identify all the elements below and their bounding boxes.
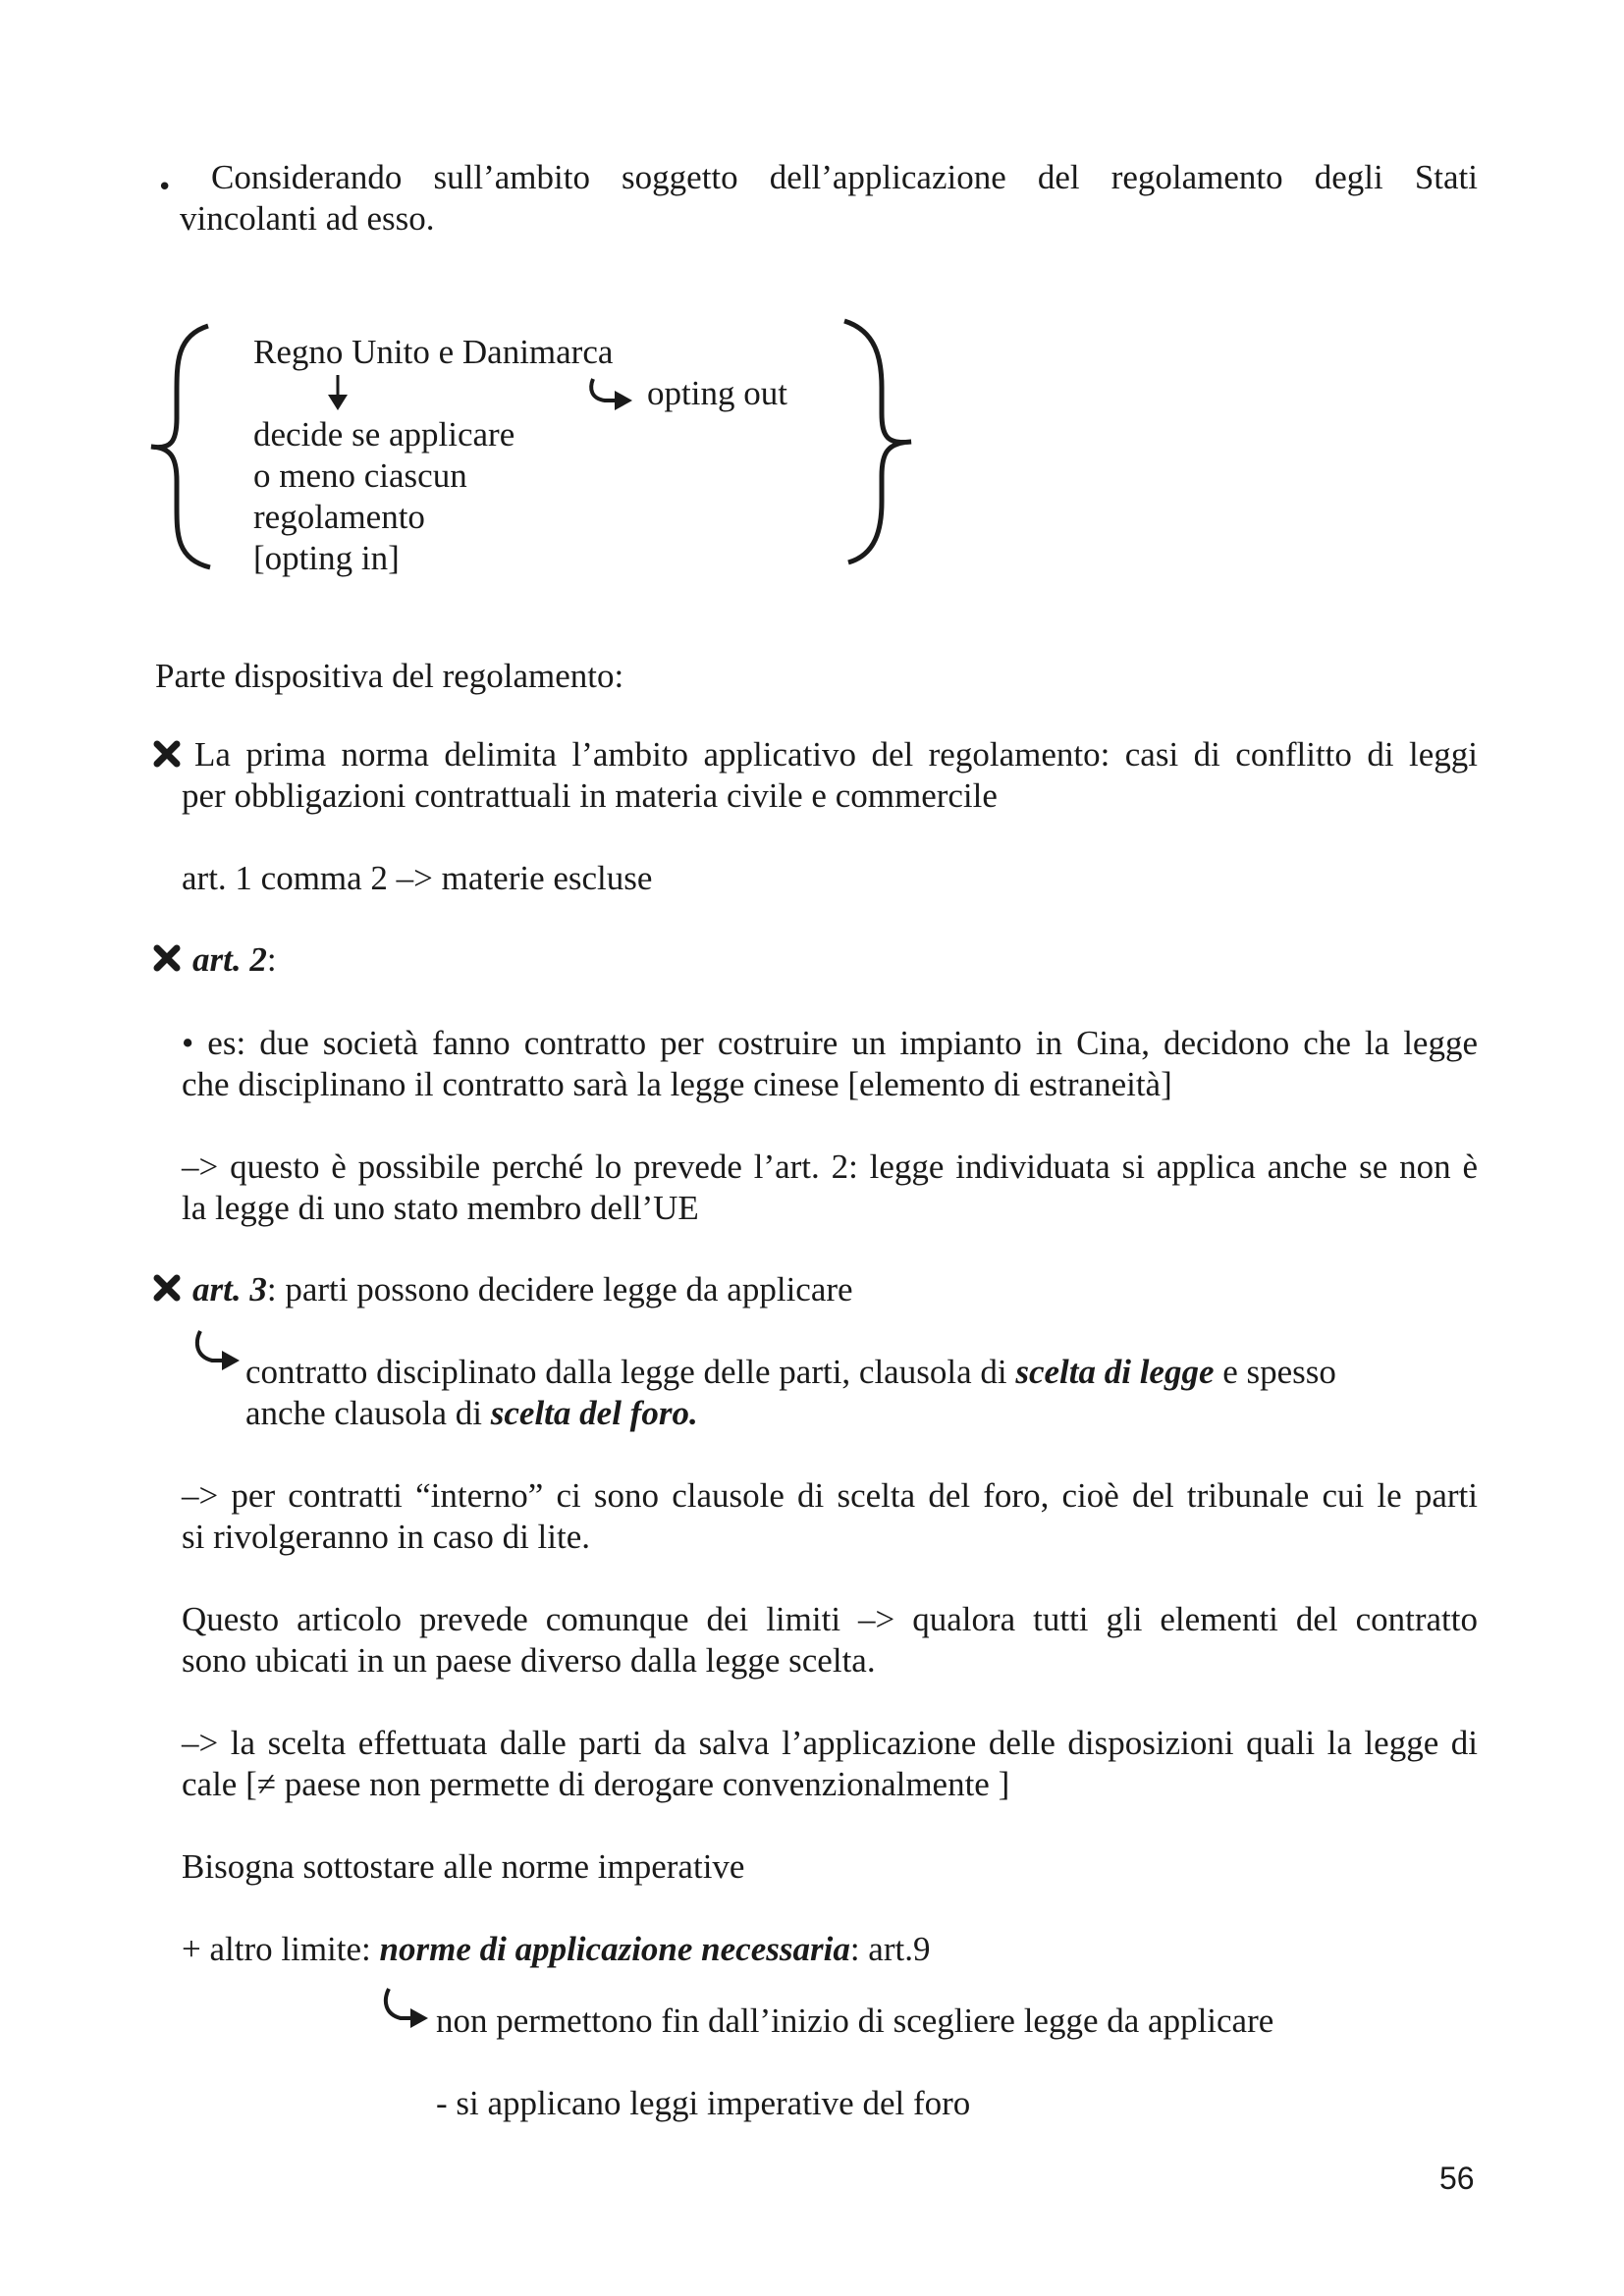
brace-line-decide: decide se applicare	[253, 415, 515, 454]
item2-head: art. 2	[192, 940, 267, 979]
item3-limit-pre: + altro limite:	[182, 1930, 380, 1968]
cross-bullet-icon	[153, 944, 181, 972]
curved-arrow-icon	[587, 375, 638, 414]
item3-p2-line-1: Questo articolo prevede comunque dei limiti –> qualora tutti gli elementi del contratto	[182, 1600, 1478, 1638]
item1-sub: art. 1 comma 2 –> materie escluse	[182, 859, 653, 897]
item2-note-line-1: –> questo è possibile perché lo prevede l’art. 2: legge individuata si applica anche se non è	[182, 1148, 1478, 1186]
curved-arrow-icon	[381, 1985, 432, 2034]
item3-arrow-pre: contratto disciplinato dalla legge delle parti, clausola di	[245, 1353, 1016, 1391]
item3-heading	[192, 1269, 853, 1310]
item2-example-line-2: che disciplinano il contratto sarà la legge cinese [elemento di estraneità]	[182, 1065, 1172, 1103]
item3-arrow-line-1	[245, 1352, 1336, 1393]
scelta-del-foro: scelta del foro.	[490, 1394, 698, 1432]
scelta-di-legge: scelta di legge	[1015, 1353, 1215, 1391]
item3-p2-line-2: sono ubicati in un paese diverso dalla legge scelta.	[182, 1641, 876, 1680]
item3-p3-line-2: cale [≠ paese non permette di derogare convenzionalmente ]	[182, 1765, 1010, 1803]
left-curly-brace-icon	[147, 324, 226, 569]
intro-line-2: vincolanti ad esso.	[180, 199, 435, 238]
item1-line-1: La prima norma delimita l’ambito applicativo del regolamento: casi di conflitto di leggi	[194, 735, 1478, 774]
opting-out-label: opting out	[647, 374, 787, 412]
item3-p3-line-1: –> la scelta effettuata dalle parti da salva l’applicazione delle disposizioni quali la legge di	[182, 1724, 1478, 1762]
brace-line-regolamento: regolamento	[253, 498, 425, 536]
brace-line-regno-unito: Regno Unito e Danimarca	[253, 333, 614, 371]
norme-applicazione-necessaria: norme di applicazione necessaria	[379, 1930, 850, 1968]
item3-limit-post: : art.9	[849, 1930, 931, 1968]
curved-arrow-icon	[192, 1327, 244, 1376]
item2-heading	[192, 939, 277, 981]
item3-arrow-line-2	[245, 1393, 698, 1434]
item1-line-2: per obbligazioni contrattuali in materia civile e commercile	[182, 776, 998, 815]
item2-example-line-1: • es: due società fanno contratto per costruire un impianto in Cina, decidono che la legge	[182, 1024, 1478, 1062]
brace-line-opting-in: [opting in]	[253, 539, 400, 577]
page-number: 56	[1439, 2161, 1475, 2196]
item3-arrow-post: e spesso	[1214, 1353, 1336, 1391]
bullet-dot: •	[157, 173, 173, 202]
cross-bullet-icon	[153, 1274, 181, 1302]
intro-line-1: Considerando sull’ambito soggetto dell’applicazione del regolamento degli Stati	[211, 158, 1478, 196]
item3-sub-2: - si applicano leggi imperative del foro	[436, 2084, 971, 2122]
item2-colon: :	[266, 940, 277, 979]
section-heading: Parte dispositiva del regolamento:	[155, 657, 624, 695]
item3-arrow-line2-pre: anche clausola di	[245, 1394, 491, 1432]
down-arrow-icon	[324, 375, 352, 412]
item3-sub-1: non permettono fin dall’inizio di scegliere legge da applicare	[436, 2002, 1274, 2040]
item3-head: art. 3	[192, 1270, 267, 1308]
item3-p1-line-2: si rivolgeranno in caso di lite.	[182, 1518, 591, 1556]
item3-p1-line-1: –> per contratti “interno” ci sono clausole di scelta del foro, cioè del tribunale cui le parti	[182, 1476, 1478, 1515]
item3-p4: Bisogna sottostare alle norme imperative	[182, 1847, 745, 1886]
right-curly-brace-icon	[842, 319, 921, 564]
item3-limit	[182, 1929, 930, 1970]
cross-bullet-icon	[153, 740, 181, 768]
brace-line-meno: o meno ciascun	[253, 456, 467, 495]
item2-note-line-2: la legge di uno stato membro dell’UE	[182, 1189, 699, 1227]
item3-text: : parti possono decidere legge da applicare	[266, 1270, 853, 1308]
